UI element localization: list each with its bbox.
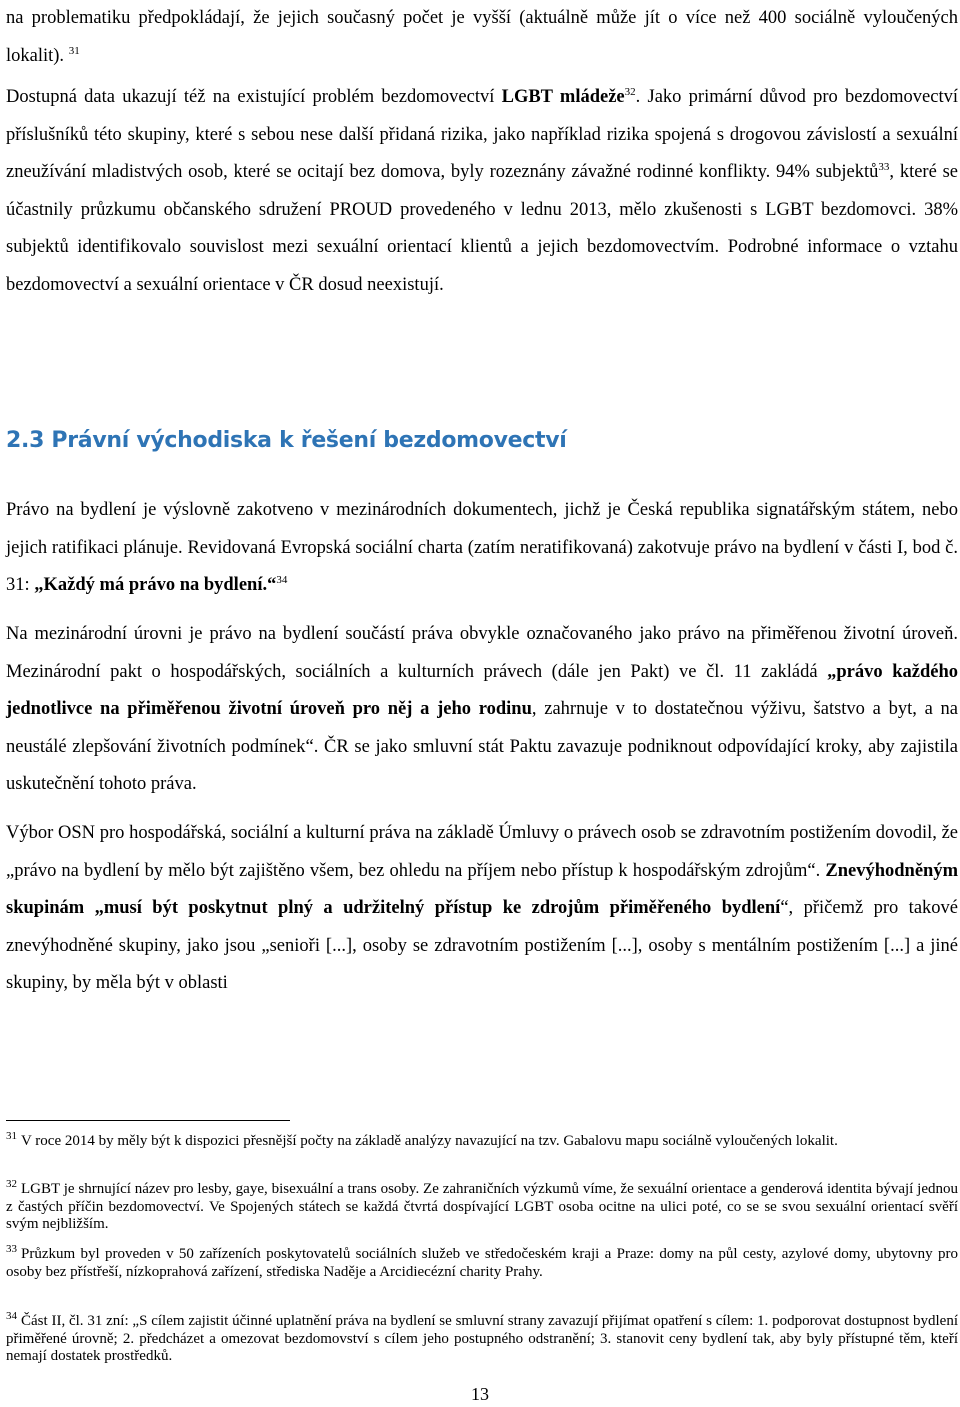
footnote-text: LGBT je shrnující název pro lesby, gaye, bisexuální a trans osoby. Ze zahraničních výzkumů víme, že sexuální orientace a genderová identita bývají jednou z častých příčin bezdomovectví. Ve Spojených státech se každá čtvrtá dospívající LGBT osoba ocitne na ulici poté, co se se svou sexuální orientací svěří svým nejbližším.: [6, 1181, 958, 1232]
footnote-number: 34: [6, 1310, 17, 1322]
section-heading: 2.3 Právní východiska k řešení bezdomovectví: [6, 428, 567, 453]
bold-text: LGBT mládeže: [501, 87, 625, 107]
page-number: 13: [471, 1384, 489, 1404]
footnote-33: [6, 1243, 958, 1281]
footnote-ref-33[interactable]: 33: [878, 160, 890, 173]
paragraph-text: Na mezinárodní úrovni je právo na bydlení součástí práva obvykle označovaného jako právo na přiměřenou životní úroveň. Mezinárodní pakt o hospodářských, sociálních a kulturních právech (dále jen Pakt) ve čl. 11 zakládá: [6, 624, 958, 682]
paragraph-text: , které se účastnily průzkumu občanského sdružení PROUD provedeného v lednu 2013, mělo zkušenosti s LGBT bezdomovci. 38% subjektů identifikovalo souvislost mezi sexuální orientací klientů a jejich bezdomovectvím. Podrobné informace o vztahu bezdomovectví a sexuální orientace v ČR dosud neexistují.: [6, 162, 958, 295]
paragraph-un-committee: [6, 815, 958, 1003]
footnote-text: Průzkum byl proveden v 50 zařízeních poskytovatelů sociálních služeb ve středočeském kraji a Praze: domy na půl cesty, azylové domy, ubytovny pro osoby bez přístřeší, nízkoprahová zařízení, střediska Naděje a Arcidiecézní charity Prahy.: [6, 1246, 958, 1280]
paragraph-international-level: [6, 616, 958, 804]
footnote-ref-31[interactable]: 31: [68, 44, 80, 57]
bold-text: Znevýhodněným skupinám „musí být poskytnut plný a udržitelný přístup ke zdrojům přiměřeného bydlení: [6, 860, 958, 918]
footnote-number: 32: [6, 1178, 17, 1190]
footnote-34: [6, 1310, 958, 1366]
footnote-ref-34[interactable]: 34: [276, 573, 288, 586]
footnote-number: 31: [6, 1130, 17, 1142]
footnote-32: [6, 1178, 958, 1234]
paragraph-text: , zahrnuje v to dostatečnou výživu, šatstvo a byt, a na neustálé zlepšování životních podmínek“. ČR se jako smluvní stát Paktu zavazuje podniknout odpovídající kroky, aby zajistila uskutečnění tohoto práva.: [6, 699, 958, 794]
footnote-number: 33: [6, 1243, 17, 1255]
paragraph-intro: [6, 0, 958, 75]
paragraph-text: “, přičemž pro takové znevýhodněné skupiny, jako jsou „senioři [...], osoby se zdravotním postižením [...], osoby s mentálním postižením [...] a jiné skupiny, by měla být v oblasti: [6, 898, 958, 993]
footnote-separator: [6, 1120, 290, 1121]
paragraph-text: . Jako primární důvod pro bezdomovectví příslušníků této skupiny, které s sebou nese další přidaná rizika, jako například rizika spojená s drogovou závislostí a sexuální zneužívání mladistvých osob, které se ocitají bez domova, byly rozeznány závažné rodinné konflikty. 94% subjektů: [6, 87, 959, 182]
paragraph-text: Právo na bydlení je výslovně zakotveno v mezinárodních dokumentech, jichž je Česká republika signatářským státem, nebo jejich ratifikaci plánuje. Revidovaná Evropská sociální charta (zatím neratifikovaná) zakotvuje právo na bydlení v části I, bod č. 31:: [6, 500, 958, 595]
footnote-text: Část II, čl. 31 zní: „S cílem zajistit účinné uplatnění práva na bydlení se smluvní strany zavazují přijímat opatření s cílem: 1. podporovat dostupnost bydlení přiměřené úrovně; 2. předcházet a omezovat bezdomovství s cílem jeho postupného odstranění; 3. stanovit ceny bydlení tak, aby byly přístupné těm, kteří nemají dostatek prostředků.: [6, 1313, 958, 1364]
bold-quote: „Každý má právo na bydlení.“: [34, 575, 277, 595]
paragraph-text: Dostupná data ukazují též na existující problém bezdomovectví: [6, 87, 502, 107]
paragraph-text: Výbor OSN pro hospodářská, sociální a kulturní práva na základě Úmluvy o právech osob se zdravotním postižením dovodil, že „právo na bydlení by mělo být zajištěno všem, bez ohledu na příjem nebo přístup k hospodářským zdrojům“.: [6, 823, 958, 881]
bold-quote: „právo každého jednotlivce na přiměřenou životní úroveň pro něj a jeho rodinu: [6, 661, 958, 719]
paragraph-right-to-housing: [6, 492, 958, 605]
footnote-ref-32[interactable]: 32: [624, 85, 636, 98]
footnote-31: [6, 1130, 958, 1151]
paragraph-lgbt: [6, 79, 958, 304]
footnote-text: V roce 2014 by měly být k dispozici přesnější počty na základě analýzy navazující na tzv. Gabalovu mapu sociálně vyloučených lokalit.: [21, 1133, 838, 1149]
paragraph-text: na problematiku předpokládají, že jejich současný počet je vyšší (aktuálně může jít o více než 400 sociálně vyloučených lokalit).: [6, 8, 958, 66]
